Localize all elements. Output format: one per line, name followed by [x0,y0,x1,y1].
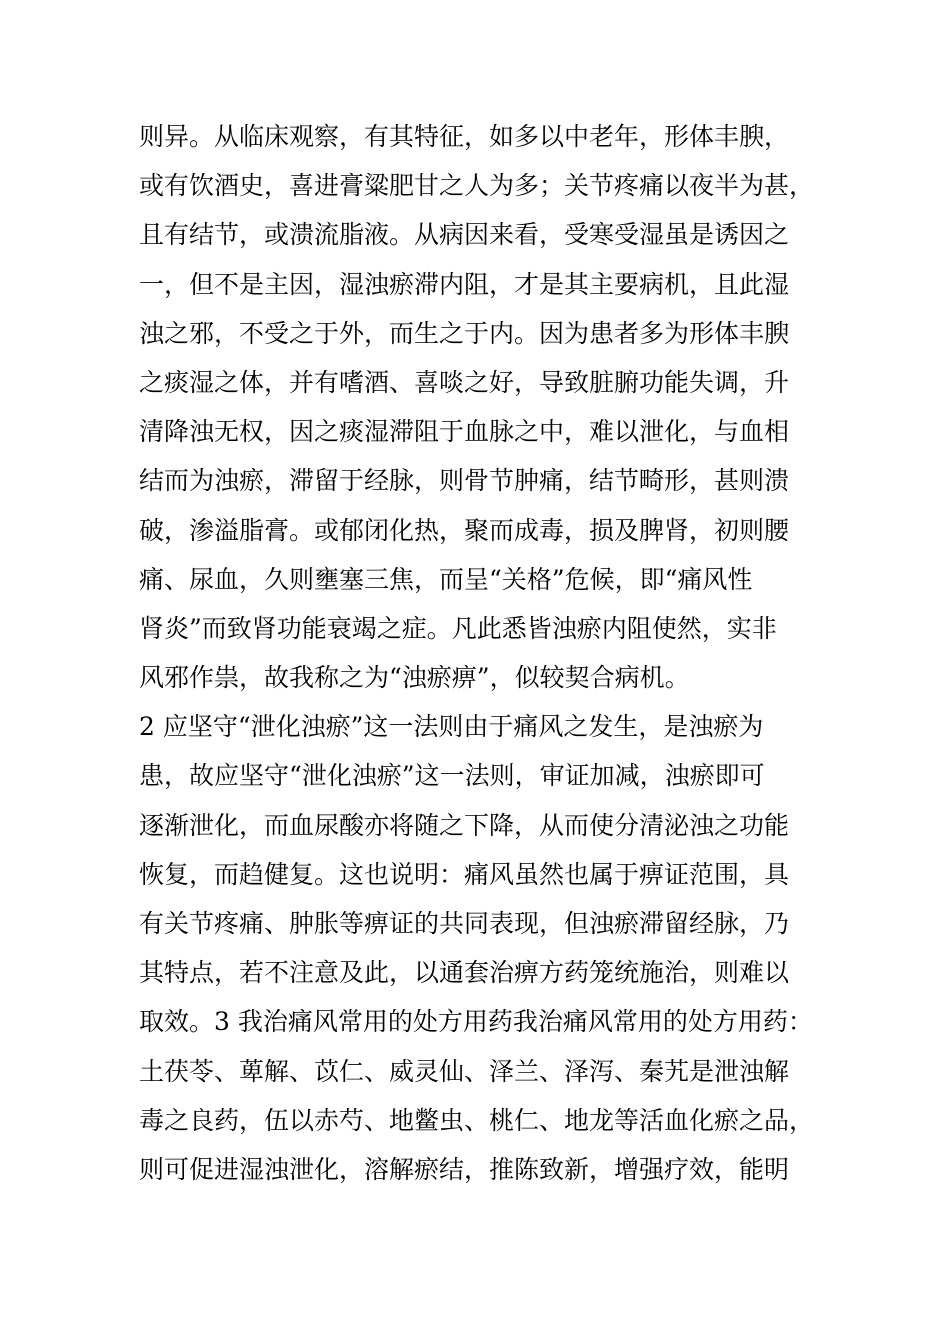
text-line: 恢复，而趋健复。这也说明：痛风虽然也属于痹证范围，具 [139,859,790,889]
text-line: 或有饮酒史，喜进膏粱肥甘之人为多；关节疼痛以夜半为甚， [139,171,815,201]
text-line: 一，但不是主因，湿浊瘀滞内阻，才是其主要病机，且此湿 [139,269,790,299]
text-line: 肾炎”而致肾功能衰竭之症。凡此悉皆浊瘀内阻使然，实非 [139,613,777,643]
text-line: 结而为浊瘀，滞留于经脉，则骨节肿痛，结节畸形，甚则溃 [139,466,790,496]
text-line: 取效。3 我治痛风常用的处方用药我治痛风常用的处方用药： [139,1007,813,1037]
text-line: 之痰湿之体，并有嗜酒、喜啖之好，导致脏腑功能失调，升 [139,367,790,397]
text-line: 痛、尿血，久则壅塞三焦，而呈“关格”危候，即“痛风性 [139,564,753,594]
text-line: 其特点，若不注意及此，以通套治痹方药笼统施治，则难以 [139,958,790,988]
text-line: 则异。从临床观察，有其特征，如多以中老年，形体丰腴， [139,122,790,151]
body-text [139,112,819,1194]
text-line: 有关节疼痛、肿胀等痹证的共同表现，但浊瘀滞留经脉，乃 [139,909,790,938]
text-line: 且有结节，或溃流脂液。从病因来看，受寒受湿虽是诱因之 [139,220,790,250]
text-line: 则可促进湿浊泄化，溶解瘀结，推陈致新，增强疗效，能明 [139,1154,790,1184]
text-line: 患，故应坚守“泄化浊瘀”这一法则，审证加减，浊瘀即可 [139,761,765,791]
text-line: 2 应坚守“泄化浊瘀”这一法则由于痛风之发生，是浊瘀为 [139,712,764,742]
text-line: 浊之邪，不受之于外，而生之于内。因为患者多为形体丰腴 [139,318,790,348]
text-line: 土茯苓、萆解、苡仁、威灵仙、泽兰、泽泻、秦艽是泄浊解 [139,1056,790,1086]
text-line: 风邪作祟，故我称之为“浊瘀痹”，似较契合病机。 [139,663,690,693]
text-line: 破，渗溢脂膏。或郁闭化热，聚而成毒，损及脾肾，初则腰 [139,515,790,545]
text-line: 毒之良药，伍以赤芍、地鳖虫、桃仁、地龙等活血化瘀之品， [139,1105,815,1135]
text-line: 逐渐泄化，而血尿酸亦将随之下降，从而使分清泌浊之功能 [139,810,790,840]
text-line: 清降浊无权，因之痰湿滞阻于血脉之中，难以泄化，与血相 [139,417,790,447]
